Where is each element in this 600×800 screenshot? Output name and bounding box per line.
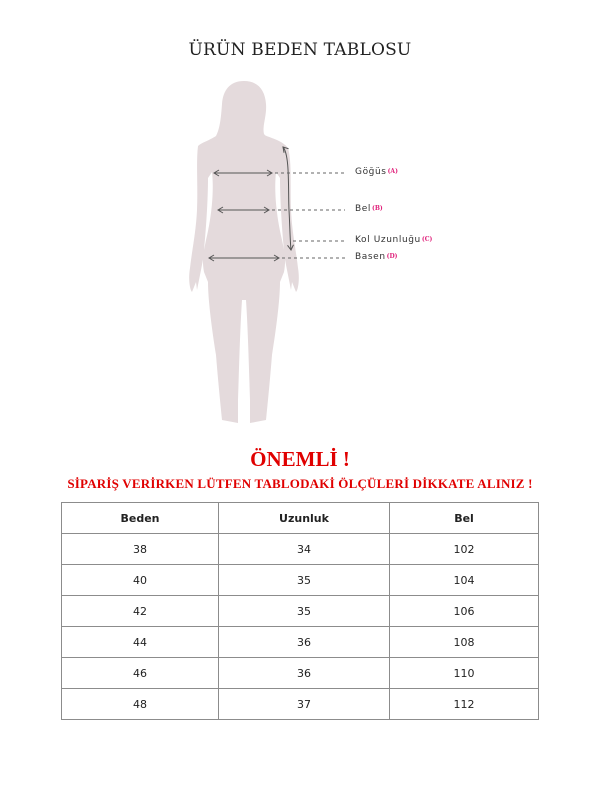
measurement-tag-d: (D) (386, 253, 398, 260)
cell-waist: 110 (390, 658, 539, 689)
cell-length: 35 (219, 596, 390, 627)
measurement-label-sleeve-length: Kol Uzunluğu(C) (355, 235, 433, 245)
cell-size: 48 (62, 689, 219, 720)
table-header-row (62, 503, 539, 534)
cell-size: 46 (62, 658, 219, 689)
table-row (62, 658, 539, 689)
header-waist: Bel (390, 503, 539, 534)
cell-size: 42 (62, 596, 219, 627)
measurement-label-waist: Bel(B) (355, 204, 383, 214)
cell-waist: 112 (390, 689, 539, 720)
cell-length: 37 (219, 689, 390, 720)
table-row (62, 534, 539, 565)
measurement-tag-c: (C) (421, 236, 433, 243)
header-length: Uzunluk (219, 503, 390, 534)
measurement-tag-b: (B) (372, 205, 383, 212)
table-row (62, 565, 539, 596)
cell-size: 38 (62, 534, 219, 565)
cell-size: 40 (62, 565, 219, 596)
table-row (62, 596, 539, 627)
order-warning-text: SİPARİŞ VERİRKEN LÜTFEN TABLODAKİ ÖLÇÜLERİ DİKKATE ALINIZ ! (67, 476, 533, 491)
cell-size: 44 (62, 627, 219, 658)
measurement-label-chest: Göğüs(A) (355, 167, 398, 177)
size-table (61, 502, 539, 720)
cell-waist: 108 (390, 627, 539, 658)
table-row (62, 689, 539, 720)
cell-length: 36 (219, 627, 390, 658)
table-row (62, 627, 539, 658)
cell-waist: 102 (390, 534, 539, 565)
header-size: Beden (62, 503, 219, 534)
cell-length: 34 (219, 534, 390, 565)
important-heading: ÖNEMLİ ! (250, 447, 350, 471)
cell-length: 36 (219, 658, 390, 689)
cell-length: 35 (219, 565, 390, 596)
page-title: ÜRÜN BEDEN TABLOSU (188, 40, 412, 60)
measurement-tag-a: (A) (387, 168, 398, 175)
measurement-label-hip: Basen(D) (355, 252, 398, 262)
cell-waist: 106 (390, 596, 539, 627)
cell-waist: 104 (390, 565, 539, 596)
